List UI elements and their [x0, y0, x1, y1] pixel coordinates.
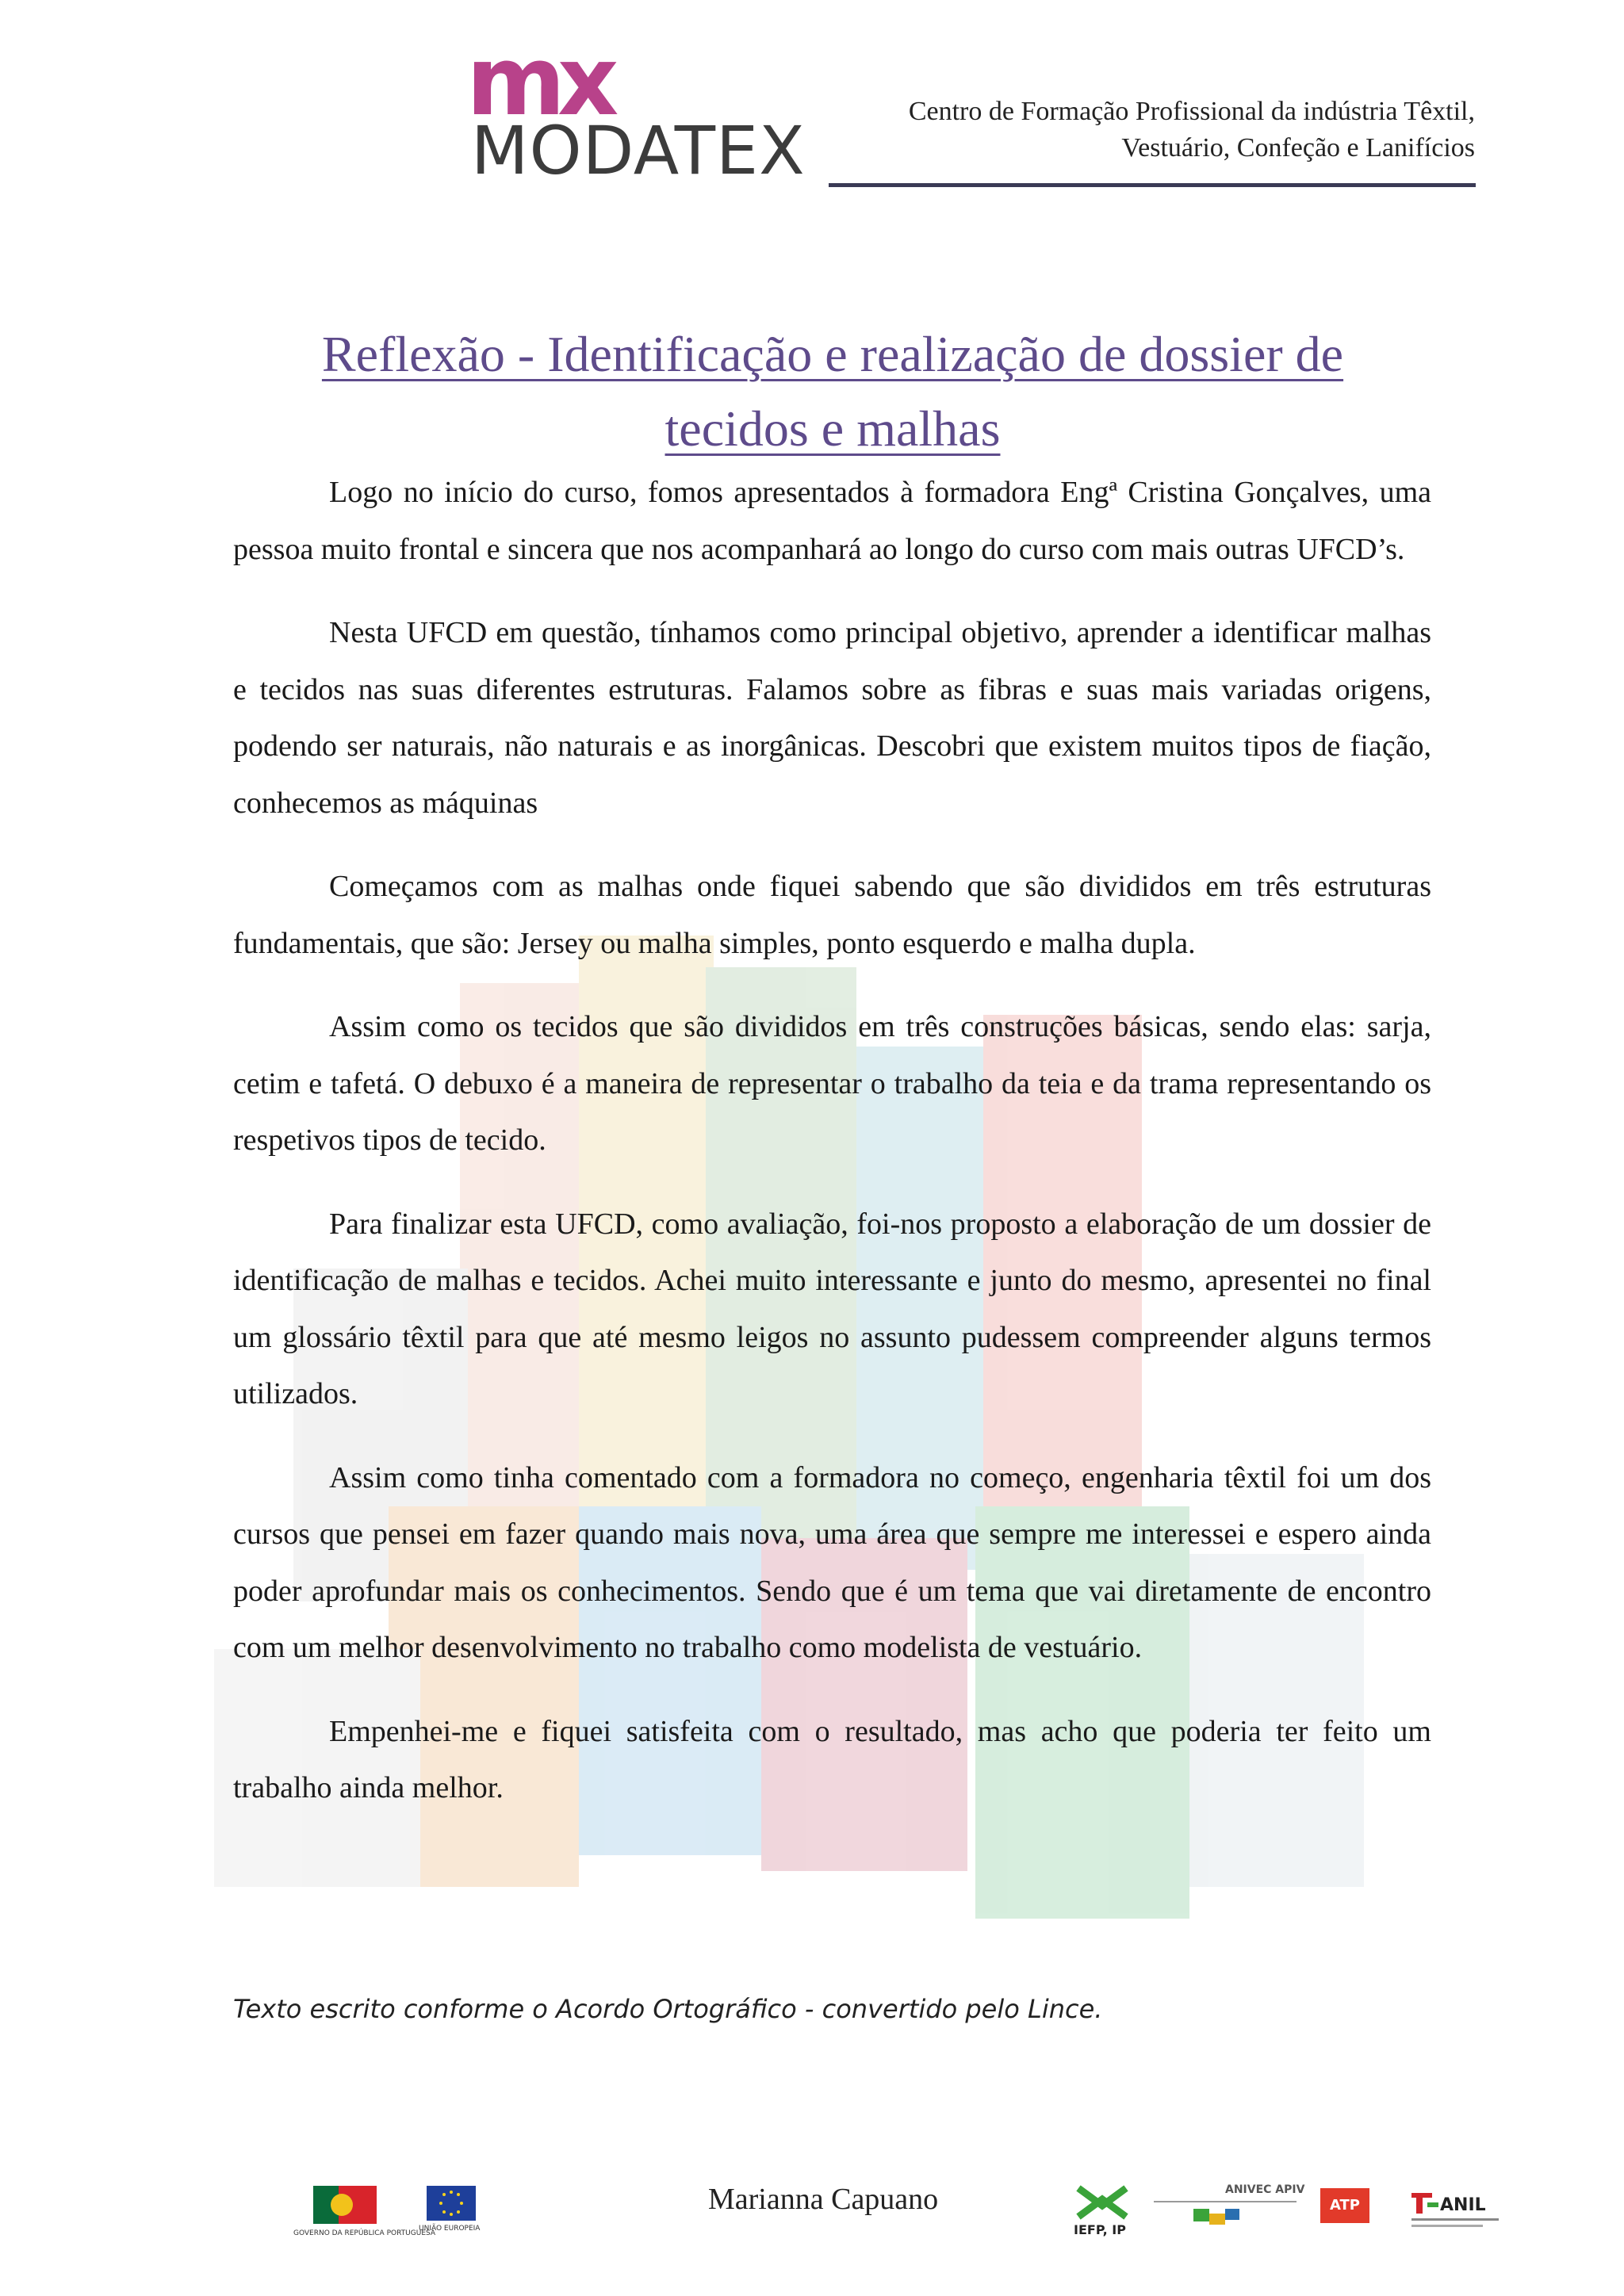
modatex-logo [466, 27, 806, 189]
author-name: Marianna Capuano [708, 2183, 939, 2216]
organization-name [909, 94, 1475, 166]
paragraph: Assim como os tecidos que são divididos em três construções básicas, sendo elas: sarja, cetim e tafetá. O debuxo é a maneira de representar o trabalho da teia e da trama representando os respetivos tipos de tecido. [233, 1010, 1431, 1157]
paragraph: Para finalizar esta UFCD, como avaliação, foi-nos proposto a elaboração de um dossier de identificação de malhas e tecidos. Achei muito interessante e junto do mesmo, apresentei no final um glossário têxtil para que até mesmo leigos no assunto pudessem compreender alguns termos utilizados. [233, 1207, 1431, 1410]
pt-caption: GOVERNO DA REPÚBLICA PORTUGUESA [293, 2229, 436, 2237]
logo-mark: mx [466, 27, 611, 137]
logo-wordmark: MODATEX [471, 112, 806, 189]
anil-logo [1404, 2182, 1522, 2237]
paragraph: Assim como tinha comentado com a formadora no começo, engenharia têxtil foi um dos cursos que pensei em fazer quando mais nova, uma área que sempre me interessei e espero ainda poder aprofundar mais os conhecimentos. Sendo que é um tema que vai diretamente de encontro com um melhor desenvolvimento no trabalho como modelista de vestuário. [233, 1460, 1431, 1664]
anil-label: ANIL [1440, 2195, 1486, 2215]
organization-line-2: Vestuário, Confeção e Lanifícios [1121, 133, 1475, 163]
title-line-2: tecidos e malhas [665, 400, 1001, 457]
eu-caption: UNIÃO EUROPEIA [419, 2225, 481, 2233]
title-line-1: Reflexão - Identificação e realização de dossier de [321, 326, 1344, 382]
iefp-logo [1063, 2182, 1142, 2237]
paragraph: Começamos com as malhas onde fiquei sabendo que são divididos em três estruturas fundamentais, que são: Jersey ou malha simples, ponto esquerdo e malha dupla. [233, 870, 1431, 960]
atp-logo: ATP [1320, 2188, 1369, 2223]
document-body [233, 465, 1431, 1844]
paragraph: Empenhei-me e fiquei satisfeita com o resultado, mas acho que poderia ter feito um trabalho ainda melhor. [233, 1714, 1431, 1804]
document-title [198, 317, 1467, 466]
anivec-apiv-logo [1154, 2182, 1305, 2229]
portuguese-government-logo [313, 2186, 377, 2224]
paragraph: Logo no início do curso, fomos apresentados à formadora Engª Cristina Gonçalves, uma pessoa muito frontal e sincera que nos acompanhará ao longo do curso com mais outras UFCD’s. [233, 476, 1431, 566]
header-divider [829, 183, 1476, 187]
anivec-label: ANIVEC APIV [1225, 2183, 1305, 2196]
paragraph: Nesta UFCD em questão, tínhamos como principal objetivo, aprender a identificar malhas e tecidos nas suas diferentes estruturas. Falamos sobre as fibras e suas mais variadas origens, podendo ser naturais, não naturais e as inorgânicas. Descobri que existem muitos tipos de fiação, conhecemos as máquinas [233, 616, 1431, 820]
european-union-logo [427, 2186, 476, 2221]
footnote: Texto escrito conforme o Acordo Ortográfico - convertido pelo Lince. [233, 1994, 1103, 2024]
organization-line-1: Centro de Formação Profissional da indústria Têxtil, [908, 97, 1475, 126]
iefp-label: IEFP, IP [1074, 2222, 1126, 2237]
